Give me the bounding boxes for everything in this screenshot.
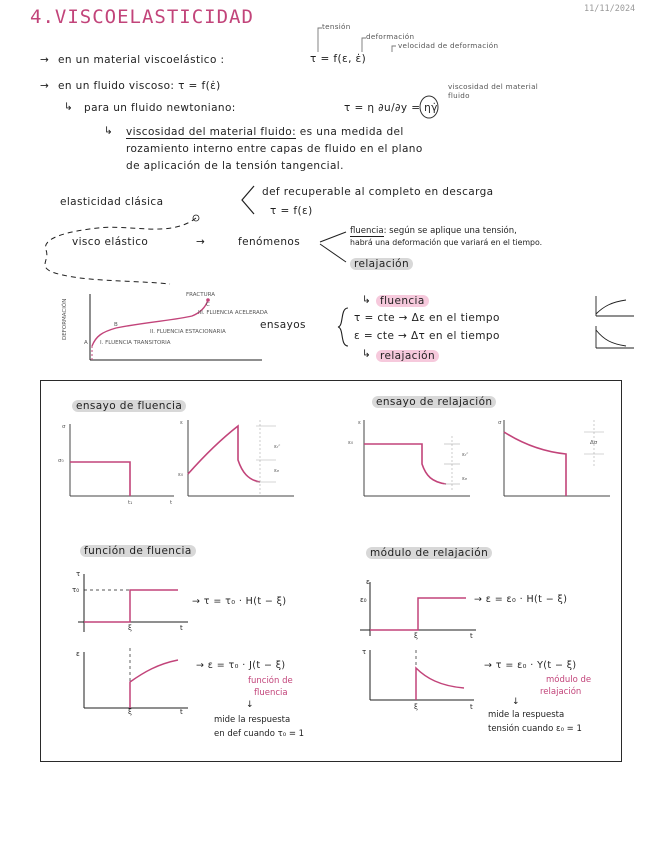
p1-sigma0: σ₀ bbox=[58, 458, 64, 464]
p2-ee: εₑ bbox=[274, 468, 280, 474]
line2-text: en un fluido viscoso: τ = f(ε̇) bbox=[58, 80, 221, 92]
mr-formula-2: → τ = ε₀ · Y(t − ξ) bbox=[484, 660, 577, 671]
fenomenos-arrows bbox=[318, 224, 352, 270]
graph-fractura: FRACTURA bbox=[186, 292, 216, 298]
fluencia-def bbox=[350, 226, 517, 236]
annot-tension: tensión bbox=[322, 22, 351, 31]
ff2-ax-t: t bbox=[180, 708, 183, 716]
line6: de aplicación de la tensión tangencial. bbox=[126, 160, 344, 172]
fluencia-def-1: : según se aplique una tensión, bbox=[383, 226, 517, 236]
graph-point-a: A bbox=[84, 340, 88, 346]
mr-mide-arrow: ↓ bbox=[512, 697, 520, 707]
ens-relajacion-arrow: ↳ bbox=[362, 348, 372, 360]
fluencia-term: fluencia bbox=[350, 226, 384, 236]
mini-graphs bbox=[586, 294, 646, 354]
mr-graph-decay bbox=[356, 648, 480, 708]
mr-ax-e0: ε₀ bbox=[360, 596, 367, 604]
ff-note-2: fluencia bbox=[254, 688, 288, 698]
plot-creep-response bbox=[176, 416, 300, 516]
mr-graph-step bbox=[356, 578, 480, 642]
mr2-ax-tau: τ bbox=[362, 648, 367, 656]
ff-ax-tau: τ bbox=[76, 570, 81, 578]
plot-stress-step bbox=[56, 420, 180, 516]
plot-stress-relax bbox=[496, 416, 616, 516]
graph-stage-ii: II. FLUENCIA ESTACIONARIA bbox=[150, 329, 226, 335]
elasticidad-label: elasticidad clásica bbox=[60, 196, 164, 208]
ff-mide-arrow: ↓ bbox=[246, 700, 254, 710]
p4-dsigma: Δσ bbox=[590, 440, 598, 446]
p3-eps0: ε₀ bbox=[348, 440, 354, 446]
visco-label: visco elástico bbox=[72, 236, 149, 248]
mr-formula-1: → ε = ε₀ · H(t − ξ) bbox=[474, 594, 568, 605]
ff-mide-1: mide la respuesta bbox=[214, 715, 291, 725]
ens-fluencia-arrow: ↳ bbox=[362, 294, 372, 306]
annot-deformacion: deformación bbox=[366, 32, 415, 41]
mr-mide-2: tensión cuando ε₀ = 1 bbox=[488, 724, 582, 734]
box-ensayo-relajacion: ensayo de relajación bbox=[372, 396, 496, 408]
line4 bbox=[126, 126, 404, 138]
line3-text: para un fluido newtoniano: bbox=[84, 102, 236, 114]
visco-arrow: → bbox=[196, 236, 206, 248]
elast-branch-1: def recuperable al completo en descarga bbox=[262, 186, 494, 198]
ensayos-label: ensayos bbox=[260, 319, 306, 331]
relajacion-term: relajación bbox=[350, 258, 413, 270]
mr-note-2: relajación bbox=[540, 687, 582, 697]
line5: rozamiento interno entre capas de fluido en el plano bbox=[126, 143, 423, 155]
fenomenos-label: fenómenos bbox=[238, 236, 301, 248]
mr-mide-1: mide la respuesta bbox=[488, 710, 565, 720]
bullet-arrow-1: → bbox=[40, 54, 50, 66]
elast-brace bbox=[238, 184, 258, 216]
page-date: 11/11/2024 bbox=[584, 4, 636, 14]
ens-fluencia: fluencia bbox=[376, 295, 429, 307]
mr-note-1: módulo de bbox=[546, 675, 592, 685]
ens-line2: ε = cte → Δτ en el tiempo bbox=[354, 330, 500, 342]
ff2-ax-eps: ε bbox=[76, 650, 80, 658]
graph-point-c: C bbox=[206, 302, 210, 308]
mr-ax-t: t bbox=[470, 632, 473, 640]
sub-arrow-1: ↳ bbox=[64, 101, 74, 113]
box-ensayo-fluencia: ensayo de fluencia bbox=[72, 400, 186, 412]
plot-relax-strain bbox=[356, 416, 476, 516]
ff-formula-1: → τ = τ₀ · H(t − ξ) bbox=[192, 596, 287, 607]
annot-viscosidad: viscosidad del material fluido bbox=[448, 82, 539, 100]
p3-epsr: εᵣᶜ bbox=[462, 452, 469, 458]
fluencia-def-2: habrá una deformación que variará en el tiempo. bbox=[350, 238, 543, 247]
p2-eps0: ε₀ bbox=[178, 472, 184, 478]
ens-relajacion: relajación bbox=[376, 350, 439, 362]
mr2-ax-xi: ξ bbox=[414, 703, 418, 711]
p3-ee: εₑ bbox=[462, 476, 468, 482]
ff-ax-xi: ξ bbox=[128, 624, 132, 632]
eta-circle bbox=[418, 94, 442, 120]
ff-graph-step bbox=[70, 570, 194, 640]
p1-t1: t₁ bbox=[128, 500, 133, 506]
line1-formula: τ = f(ε, ε̇) bbox=[310, 53, 367, 65]
ff-mide-2: en def cuando τ₀ = 1 bbox=[214, 729, 305, 739]
box-funcion-fluencia: función de fluencia bbox=[80, 545, 196, 557]
box-modulo-relajacion: módulo de relajación bbox=[366, 547, 492, 559]
ff2-ax-xi: ξ bbox=[128, 708, 132, 716]
graph-ylabel: DEFORMACIÓN bbox=[62, 298, 68, 340]
ff-ax-tau0: τ₀ bbox=[72, 586, 80, 594]
dashed-connector bbox=[20, 210, 220, 290]
graph-point-b: B bbox=[114, 322, 118, 328]
annot-velocidad: velocidad de deformación bbox=[398, 41, 499, 50]
p1-t: t bbox=[170, 500, 173, 506]
bullet-arrow-2: → bbox=[40, 80, 50, 92]
line4-rest: es una medida del bbox=[299, 126, 404, 138]
mr2-ax-t: t bbox=[470, 703, 473, 711]
p4-sigma: σ bbox=[498, 420, 502, 426]
mr-ax-xi: ξ bbox=[414, 632, 418, 640]
page-title: 4.VISCOELASTICIDAD bbox=[30, 6, 254, 28]
line4-term: viscosidad del material fluido: bbox=[126, 126, 297, 138]
p1-sigma: σ bbox=[62, 424, 66, 430]
p3-eps: ε bbox=[358, 420, 361, 426]
ff-note-1: función de bbox=[248, 676, 293, 686]
ff-formula-2: → ε = τ₀ · J(t − ξ) bbox=[196, 660, 286, 671]
ff-ax-t: t bbox=[180, 624, 183, 632]
line3-formula: τ = η ∂u/∂y = ηγ̇ bbox=[344, 102, 438, 114]
ensayos-brace bbox=[336, 306, 350, 348]
ens-line1: τ = cte → Δε en el tiempo bbox=[354, 312, 500, 324]
p2-eps: ε bbox=[180, 420, 183, 426]
sub-arrow-2: ↳ bbox=[104, 125, 114, 137]
graph-stage-iii: III. FLUENCIA ACELERADA bbox=[198, 310, 268, 316]
mr-ax-eps: ε bbox=[366, 578, 370, 586]
ff-graph-response bbox=[70, 648, 194, 718]
graph-stage-i: I. FLUENCIA TRANSITORIA bbox=[100, 340, 171, 346]
elast-branch-2: τ = f(ε) bbox=[270, 205, 313, 217]
line1-text: en un material viscoelástico : bbox=[58, 54, 225, 66]
p2-epsr: εᵣᶜ bbox=[274, 444, 281, 450]
